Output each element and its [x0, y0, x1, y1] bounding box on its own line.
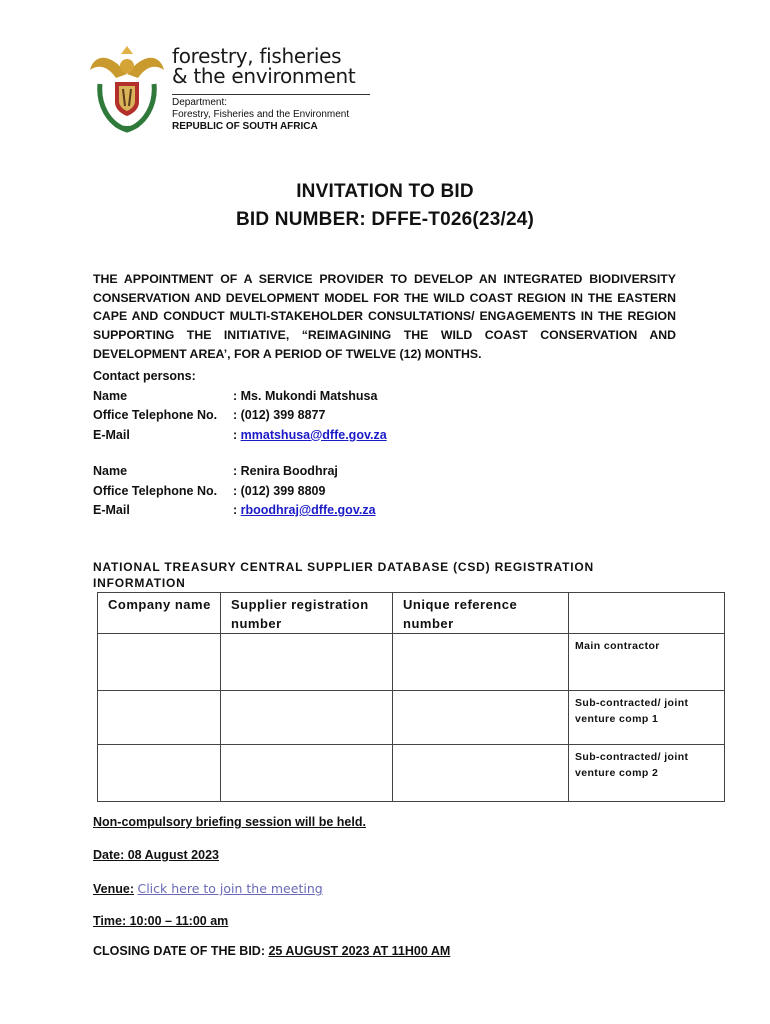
company-name-cell[interactable]: [98, 634, 221, 691]
phone-value: : (012) 399 8809: [233, 483, 326, 498]
reference-number-cell[interactable]: [393, 634, 569, 691]
document-title: [0, 178, 770, 234]
supplier-number-cell[interactable]: [221, 691, 393, 745]
phone-label: Office Telephone No.: [93, 408, 218, 422]
department-lines: [172, 97, 349, 133]
table-row: [98, 691, 725, 745]
title-line-1: INVITATION TO BID: [296, 181, 474, 202]
email-link[interactable]: rboodhraj@dffe.gov.za: [240, 503, 376, 517]
contact-name-row: [93, 462, 387, 482]
title-line-2: BID NUMBER: DFFE-T026(23/24): [235, 209, 535, 230]
contact-name-row: [93, 387, 387, 407]
email-label: E-Mail: [93, 503, 130, 517]
email-prefix: :: [233, 503, 241, 517]
phone-value: : (012) 399 8877: [233, 408, 326, 422]
dept-line-2: Forestry, Fisheries and the Environment: [172, 109, 350, 120]
coat-of-arms-icon: [88, 44, 166, 134]
closing-label: CLOSING DATE OF THE BID:: [93, 944, 265, 958]
name-label: Name: [93, 388, 128, 403]
name-label: Name: [93, 464, 128, 478]
table-row: [98, 745, 725, 802]
closing-value: 25 AUGUST 2023 AT 11H00 AM: [268, 944, 451, 958]
name-value: : Renira Boodhraj: [233, 464, 338, 478]
briefing-date: Date: 08 August 2023: [93, 848, 219, 862]
briefing-time: Time: 10:00 – 11:00 am: [93, 914, 229, 928]
contact-email-row: [93, 501, 387, 521]
row-label: Main contractor: [569, 634, 725, 691]
department-header: [88, 44, 388, 139]
row-label: Sub-contracted/ joint venture comp 1: [569, 691, 725, 745]
table-header-row: [98, 593, 725, 634]
brand-line-2: & the environment: [172, 64, 356, 88]
closing-date: [93, 944, 450, 958]
contact-phone-row: [93, 406, 387, 426]
supplier-number-cell[interactable]: [221, 745, 393, 802]
contact-gap: [93, 445, 387, 462]
join-meeting-link[interactable]: Click here to join the meeting: [137, 881, 323, 896]
header-company-name: Company name: [98, 593, 221, 634]
csd-section-title: NATIONAL TREASURY CENTRAL SUPPLIER DATABASE (CSD) REGISTRATION INFORMATION: [93, 560, 594, 590]
reference-number-cell[interactable]: [393, 745, 569, 802]
company-name-cell[interactable]: [98, 691, 221, 745]
company-name-cell[interactable]: [98, 745, 221, 802]
venue-label: Venue:: [93, 882, 134, 896]
brand-divider: [172, 94, 370, 95]
briefing-venue: [93, 881, 323, 896]
header-blank: [569, 593, 725, 634]
brand-line-1: forestry, fisheries: [172, 44, 342, 68]
dept-line-3: REPUBLIC OF SOUTH AFRICA: [172, 121, 318, 132]
name-value: : Ms. Mukondi Matshusa: [233, 388, 378, 403]
supplier-number-cell[interactable]: [221, 634, 393, 691]
csd-registration-table: [97, 592, 725, 802]
header-supplier-registration: Supplier registration number: [221, 593, 393, 634]
email-link[interactable]: mmatshusa@dffe.gov.za: [240, 427, 387, 442]
contact-email-row: [93, 426, 387, 446]
row-label: Sub-contracted/ joint venture comp 2: [569, 745, 725, 802]
contacts-heading: Contact persons:: [93, 369, 196, 383]
phone-label: Office Telephone No.: [93, 483, 218, 498]
email-label: E-Mail: [93, 427, 130, 442]
dept-line-1: Department:: [172, 97, 228, 108]
briefing-notice: Non-compulsory briefing session will be held.: [93, 815, 366, 829]
email-prefix: :: [233, 427, 241, 442]
reference-number-cell[interactable]: [393, 691, 569, 745]
bid-description: THE APPOINTMENT OF A SERVICE PROVIDER TO DEVELOP AN INTEGRATED BIODIVERSITY CONSERVATION AND DEVELOPMENT MODEL FOR THE WILD COAST REGION IN THE EASTERN CAPE AND CONDUCT MULTI-STAKEHOLDER CONSULTATIONS/ ENGAGEMENTS IN THE REGION SUPPORTING THE INITIATIVE, “REIMAGINING THE WILD COAST CONSERVATION AND DEVELOPMENT AREA’, FOR A PERIOD OF TWELVE (12) MONTHS.: [93, 272, 676, 361]
header-unique-reference: Unique reference number: [393, 593, 569, 634]
contact-phone-row: [93, 482, 387, 502]
contact-persons: [93, 367, 387, 521]
brand-name: [172, 46, 355, 86]
table-row: [98, 634, 725, 691]
